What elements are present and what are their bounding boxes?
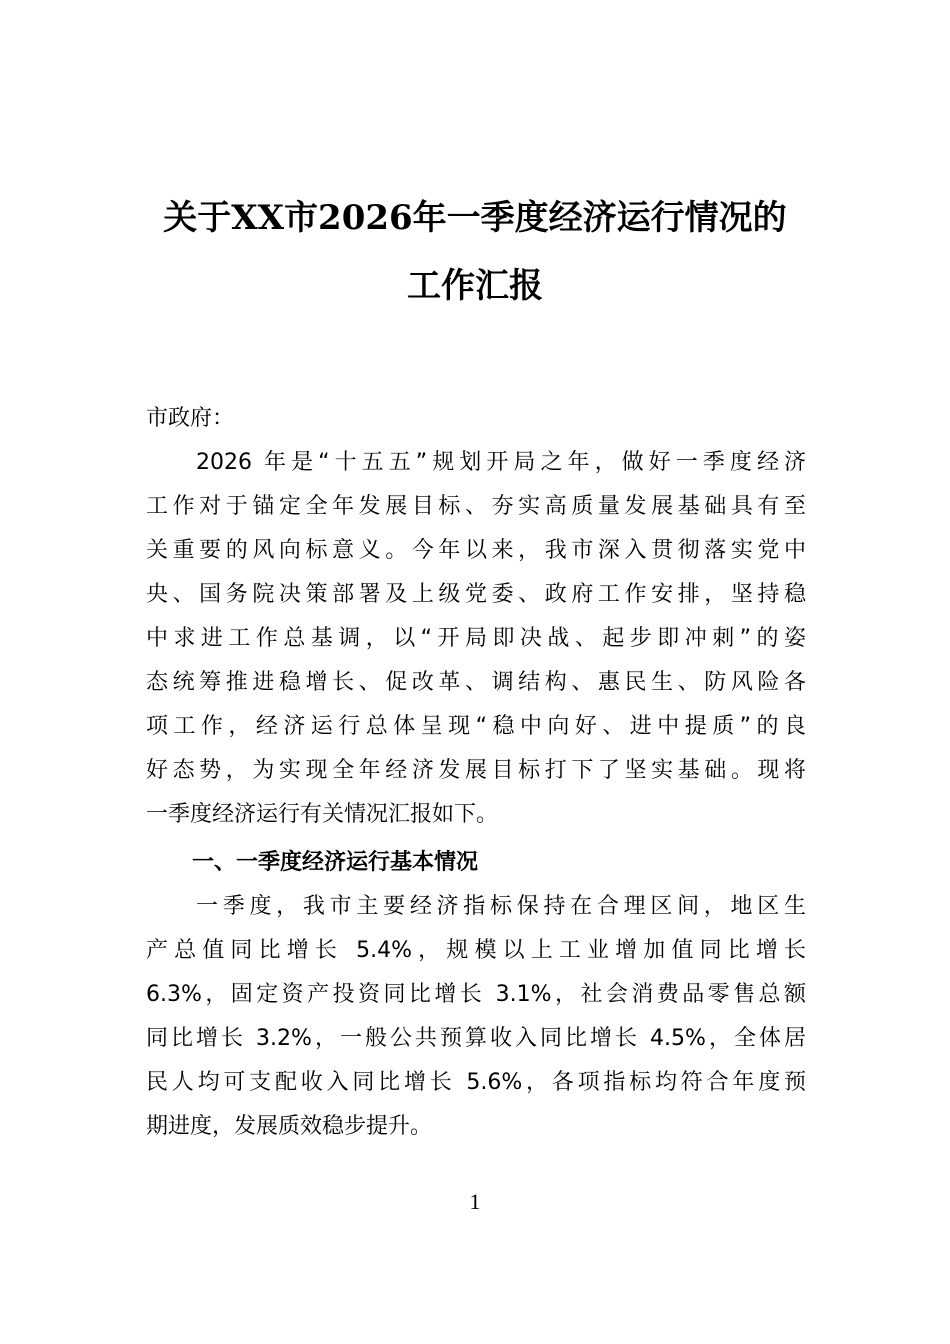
intro-line-1: 2026 年是“十五五”规划开局之年，做好一季度经济 [196, 450, 806, 475]
section-line-3: 6.3%，固定资产投资同比增长 3.1%，社会消费品零售总额 [146, 982, 806, 1007]
section-line-6: 期进度，发展质效稳步提升。 [146, 1114, 433, 1139]
intro-line-7: 项工作，经济运行总体呈现“稳中向好、进中提质”的良 [146, 714, 806, 739]
intro-line-4: 央、国务院决策部署及上级党委、政府工作安排，坚持稳 [146, 582, 806, 607]
section-line-1: 一季度，我市主要经济指标保持在合理区间，地区生 [196, 894, 806, 919]
intro-line-5: 中求进工作总基调，以“开局即决战、起步即冲刺”的姿 [146, 626, 806, 651]
intro-line-8: 好态势，为实现全年经济发展目标打下了坚实基础。现将 [146, 758, 806, 783]
section-line-4: 同比增长 3.2%，一般公共预算收入同比增长 4.5%，全体居 [146, 1026, 806, 1051]
page-number: 1 [469, 1189, 481, 1214]
document-title-line-2: 工作汇报 [407, 266, 543, 306]
intro-line-9: 一季度经济运行有关情况汇报如下。 [146, 802, 499, 827]
intro-line-3: 关重要的风向标意义。今年以来，我市深入贯彻落实党中 [146, 538, 806, 563]
salutation: 市政府： [146, 406, 235, 431]
section-heading: 一、一季度经济运行基本情况 [192, 850, 479, 875]
document-title-line-1: 关于XX市2026年一季度经济运行情况的 [163, 198, 787, 238]
intro-line-2: 工作对于锚定全年发展目标、夯实高质量发展基础具有至 [146, 494, 806, 519]
section-line-5: 民人均可支配收入同比增长 5.6%，各项指标均符合年度预 [146, 1070, 806, 1095]
intro-line-6: 态统筹推进稳增长、促改革、调结构、惠民生、防风险各 [146, 670, 806, 695]
section-line-2: 产总值同比增长 5.4%，规模以上工业增加值同比增长 [146, 938, 806, 963]
